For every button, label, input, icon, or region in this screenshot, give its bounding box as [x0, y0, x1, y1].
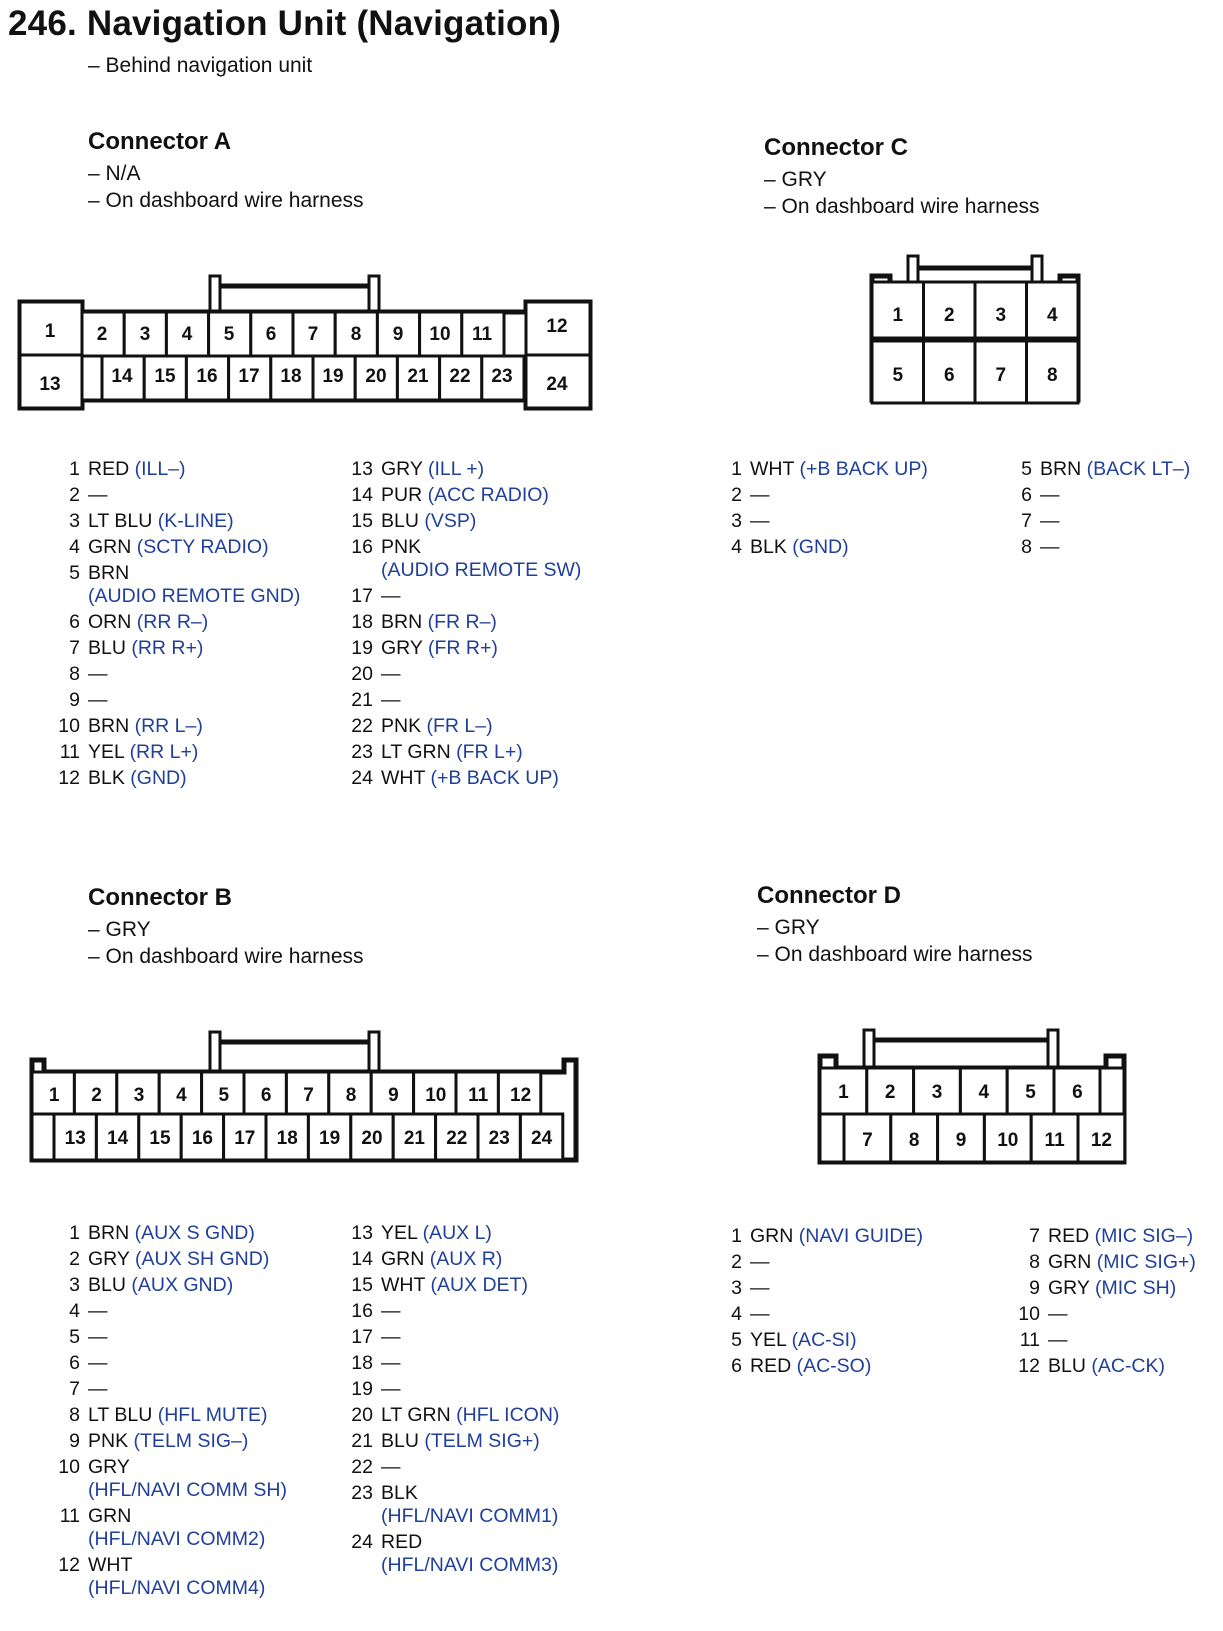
pin-function: (AUDIO REMOTE SW): [381, 559, 582, 581]
pin-number: 9: [69, 689, 80, 711]
pin-label: 12: [510, 1085, 532, 1106]
wire-color: —: [750, 1251, 770, 1273]
wire-color: —: [1048, 1329, 1068, 1351]
wire-color: —: [750, 510, 770, 532]
pin-label: 11: [468, 1085, 489, 1106]
wire-color: —: [88, 1378, 108, 1400]
wire-color: RED: [1048, 1225, 1090, 1247]
pin-label: 7: [862, 1130, 873, 1151]
connector-c-diagram: [860, 248, 1100, 408]
pin-number: 14: [351, 1248, 373, 1270]
wire-color: YEL: [88, 741, 125, 763]
wire-color: BLU: [88, 1274, 126, 1296]
pin-label: 19: [322, 366, 344, 387]
pin-number: 3: [69, 510, 80, 532]
wire-color: GRN: [381, 1248, 425, 1270]
wire-color: WHT: [88, 1554, 133, 1576]
wire-color: GRY: [381, 637, 423, 659]
pin-label: 11: [471, 324, 493, 345]
pin-label: 8: [350, 324, 362, 345]
pin-number: 1: [69, 1222, 80, 1244]
pin-label: 14: [111, 366, 133, 387]
wire-color: BLK: [381, 1482, 418, 1504]
wire-color: —: [381, 1456, 401, 1478]
wire-color: —: [381, 1378, 401, 1400]
wire-color: PNK: [381, 536, 422, 558]
pin-label: 5: [1025, 1082, 1036, 1103]
pin-function: (GND): [130, 767, 187, 789]
pin-label: 3: [133, 1085, 145, 1106]
pin-function: (RR R+): [131, 637, 204, 659]
wire-color: —: [88, 689, 108, 711]
wire-color: GRN: [88, 1505, 132, 1527]
connector-d-location: – On dashboard wire harness: [757, 943, 1033, 966]
pin-number: 5: [69, 562, 80, 584]
wire-color: —: [381, 663, 401, 685]
pin-function: (FR R–): [427, 611, 497, 633]
connector-a-color: – N/A: [88, 162, 141, 185]
wire-color: —: [1040, 484, 1060, 506]
wire-color: PNK: [88, 1430, 129, 1452]
pin-function: (MIC SIG+): [1096, 1251, 1196, 1273]
pin-number: 7: [1021, 510, 1032, 532]
wire-color: BLU: [88, 637, 126, 659]
pin-number: 10: [58, 1456, 80, 1478]
wire-color: —: [750, 1277, 770, 1299]
pin-label: 15: [149, 1128, 171, 1149]
pin-label: 23: [488, 1128, 510, 1149]
pin-number: 20: [351, 663, 373, 685]
pin-label: 1: [48, 1085, 60, 1106]
wire-color: —: [381, 1326, 401, 1348]
pin-number: 2: [731, 484, 742, 506]
pin-number: 15: [351, 1274, 373, 1296]
connector-b-location: – On dashboard wire harness: [88, 945, 364, 968]
pin-label: 22: [446, 1128, 468, 1149]
wire-color: LT GRN: [381, 1404, 451, 1426]
wire-color: —: [88, 1326, 108, 1348]
wire-color: BRN: [88, 715, 130, 737]
pin-function: (+B BACK UP): [430, 767, 559, 789]
pin-label: 6: [265, 324, 277, 345]
pin-function: (K-LINE): [157, 510, 234, 532]
pin-number: 11: [59, 741, 80, 763]
pin-label: 20: [365, 366, 387, 387]
pin-number: 22: [351, 1456, 373, 1478]
pin-label: 9: [392, 324, 404, 345]
pin-label: 3: [931, 1082, 943, 1103]
pin-label: 9: [955, 1130, 967, 1151]
pin-function: (AC-SI): [791, 1329, 857, 1351]
wire-color: —: [88, 484, 108, 506]
pin-function: (RR L–): [134, 715, 203, 737]
connector-b-title: Connector B: [88, 884, 232, 911]
pin-function: (NAVI GUIDE): [798, 1225, 923, 1247]
pin-number: 8: [69, 663, 80, 685]
pin-label: 1: [838, 1082, 849, 1103]
pin-number: 4: [731, 1303, 742, 1325]
wire-color: —: [1048, 1303, 1068, 1325]
pin-number: 19: [351, 1378, 373, 1400]
pin-label: 1: [44, 321, 56, 342]
wire-color: GRN: [750, 1225, 794, 1247]
pin-label: 23: [491, 366, 513, 387]
pin-number: 8: [1021, 536, 1032, 558]
pin-label: 18: [280, 366, 302, 387]
pin-function: (AUX R): [429, 1248, 503, 1270]
pin-number: 10: [58, 715, 80, 737]
wire-color: BLU: [381, 510, 419, 532]
pin-number: 20: [351, 1404, 373, 1426]
pin-label: 2: [884, 1082, 896, 1103]
wire-color: BRN: [88, 1222, 130, 1244]
wire-color: BRN: [1040, 458, 1082, 480]
pin-cavity: [82, 356, 102, 400]
wire-color: —: [88, 663, 108, 685]
wire-color: GRN: [1048, 1251, 1092, 1273]
pin-number: 15: [351, 510, 373, 532]
pin-function: (AC-SO): [796, 1355, 872, 1377]
pin-function: (HFL/NAVI COMM2): [88, 1528, 266, 1550]
pin-function: (AUX DET): [430, 1274, 528, 1296]
pin-label: 4: [176, 1085, 187, 1106]
wire-color: —: [750, 484, 770, 506]
pin-function: (HFL/NAVI COMM4): [88, 1577, 266, 1599]
wire-color: LT GRN: [381, 741, 451, 763]
pin-number: 1: [69, 458, 80, 480]
connector-b-color: – GRY: [88, 918, 151, 941]
pin-number: 4: [731, 536, 742, 558]
pin-label: 7: [303, 1085, 314, 1106]
pin-label: 6: [260, 1085, 272, 1106]
pin-number: 12: [1018, 1355, 1040, 1377]
pin-number: 23: [351, 741, 373, 763]
pin-number: 2: [731, 1251, 742, 1273]
pin-label: 2: [96, 324, 108, 345]
pin-number: 18: [351, 1352, 373, 1374]
wire-color: GRY: [88, 1248, 130, 1270]
pin-label: 6: [1072, 1082, 1083, 1103]
pin-number: 3: [69, 1274, 80, 1296]
connector-b-diagram: [20, 1028, 600, 1168]
wire-color: —: [381, 1300, 401, 1322]
pin-label: 9: [388, 1085, 399, 1106]
pin-cavity: [32, 1114, 54, 1160]
pin-label: 14: [107, 1128, 129, 1149]
pin-number: 11: [59, 1505, 80, 1527]
wire-color: WHT: [381, 767, 426, 789]
pin-label: 22: [449, 366, 471, 387]
pin-number: 17: [351, 1326, 373, 1348]
pin-number: 7: [69, 637, 80, 659]
pin-function: (+B BACK UP): [799, 458, 928, 480]
pin-label: 5: [223, 324, 235, 345]
pin-function: (MIC SIG–): [1094, 1225, 1194, 1247]
pin-label: 6: [943, 365, 955, 386]
pin-label: 8: [345, 1085, 357, 1106]
pin-label: 15: [154, 366, 176, 387]
page-title: 246. Navigation Unit (Navigation): [8, 4, 562, 43]
pin-label: 3: [995, 305, 1007, 326]
pin-number: 21: [351, 1430, 373, 1452]
pin-function: (AC-CK): [1091, 1355, 1166, 1377]
wire-color: GRN: [88, 536, 132, 558]
wire-color: BRN: [88, 562, 130, 584]
pin-number: 16: [351, 1300, 373, 1322]
pin-function: (TELM SIG+): [424, 1430, 540, 1452]
pin-number: 10: [1018, 1303, 1040, 1325]
connector-c-color: – GRY: [764, 168, 827, 191]
pin-function: (GND): [792, 536, 849, 558]
wire-color: GRY: [381, 458, 423, 480]
wire-color: —: [1040, 536, 1060, 558]
pin-label: 12: [1090, 1130, 1112, 1151]
pin-number: 4: [69, 536, 80, 558]
wire-color: —: [1040, 510, 1060, 532]
pin-label: 20: [361, 1128, 383, 1149]
wire-color: LT BLU: [88, 1404, 153, 1426]
pin-number: 5: [69, 1326, 80, 1348]
pin-function: (HFL MUTE): [157, 1404, 268, 1426]
pin-function: (RR L+): [129, 741, 199, 763]
pin-function: (FR L+): [456, 741, 523, 763]
pin-number: 3: [731, 510, 742, 532]
page-subtitle: – Behind navigation unit: [88, 54, 313, 77]
wire-color: —: [381, 689, 401, 711]
connector-a-location: – On dashboard wire harness: [88, 189, 364, 212]
pin-number: 13: [351, 458, 373, 480]
pin-number: 6: [731, 1355, 742, 1377]
pin-function: (ILL +): [427, 458, 485, 480]
pin-number: 11: [1019, 1329, 1040, 1351]
wire-color: BLU: [1048, 1355, 1086, 1377]
pin-label: 8: [1046, 365, 1058, 386]
pin-number: 1: [731, 1225, 742, 1247]
connector-c-title: Connector C: [764, 134, 908, 161]
pin-number: 2: [69, 484, 80, 506]
pin-number: 16: [351, 536, 373, 558]
pin-number: 12: [58, 1554, 80, 1576]
connector-d-title: Connector D: [757, 882, 901, 909]
pin-function: (HFL ICON): [456, 1404, 560, 1426]
wire-color: RED: [750, 1355, 792, 1377]
pin-label: 12: [546, 316, 568, 337]
pin-number: 7: [69, 1378, 80, 1400]
wire-color: RED: [381, 1531, 423, 1553]
wire-color: YEL: [750, 1329, 787, 1351]
pin-function: (HFL/NAVI COMM1): [381, 1505, 559, 1527]
pin-label: 21: [407, 366, 429, 387]
pin-label: 3: [139, 324, 151, 345]
pin-function: (AUDIO REMOTE GND): [88, 585, 301, 607]
wire-color: BLK: [750, 536, 787, 558]
wire-color: YEL: [381, 1222, 418, 1244]
pin-number: 24: [351, 767, 373, 789]
wire-color: GRY: [88, 1456, 130, 1478]
pin-label: 17: [238, 366, 260, 387]
pin-function: (AUX GND): [131, 1274, 234, 1296]
wire-color: BLU: [381, 1430, 419, 1452]
pin-label: 4: [1046, 305, 1058, 326]
wire-color: —: [88, 1352, 108, 1374]
pin-function: (AUX L): [422, 1222, 492, 1244]
pin-number: 5: [731, 1329, 742, 1351]
pin-number: 19: [351, 637, 373, 659]
wire-color: WHT: [750, 458, 795, 480]
pin-number: 21: [351, 689, 373, 711]
pin-number: 17: [351, 585, 373, 607]
pin-label: 2: [91, 1085, 102, 1106]
pin-number: 14: [351, 484, 373, 506]
pin-number: 8: [69, 1404, 80, 1426]
pin-function: (FR R+): [427, 637, 498, 659]
pin-number: 13: [351, 1222, 373, 1244]
pin-function: (HFL/NAVI COMM3): [381, 1554, 559, 1576]
pin-function: (TELM SIG–): [133, 1430, 249, 1452]
pin-label: 21: [403, 1128, 425, 1149]
pin-function: (SCTY RADIO): [136, 536, 269, 558]
pin-cavity: [1100, 1068, 1124, 1114]
pin-number: 2: [69, 1248, 80, 1270]
pin-function: (AUX SH GND): [134, 1248, 270, 1270]
wire-color: RED: [88, 458, 130, 480]
pin-label: 5: [892, 365, 904, 386]
wire-color: —: [750, 1303, 770, 1325]
wire-color: —: [88, 1300, 108, 1322]
pin-number: 23: [351, 1482, 373, 1504]
pin-label: 10: [997, 1130, 1019, 1151]
pin-function: (ILL–): [134, 458, 186, 480]
pin-cavity: [820, 1114, 844, 1162]
pin-number: 18: [351, 611, 373, 633]
wire-color: PUR: [381, 484, 423, 506]
pin-label: 8: [908, 1130, 920, 1151]
pin-label: 24: [531, 1128, 553, 1149]
pin-number: 6: [69, 1352, 80, 1374]
connector-d-diagram: [808, 1016, 1138, 1176]
pin-label: 5: [218, 1085, 230, 1106]
pin-number: 3: [731, 1277, 742, 1299]
wire-color: —: [381, 585, 401, 607]
pin-label: 4: [181, 324, 193, 345]
pin-function: (BACK LT–): [1086, 458, 1191, 480]
pin-number: 9: [69, 1430, 80, 1452]
pin-number: 22: [351, 715, 373, 737]
pin-label: 7: [995, 365, 1007, 386]
pin-label: 10: [425, 1085, 447, 1106]
wire-color: —: [381, 1352, 401, 1374]
connector-d-color: – GRY: [757, 916, 820, 939]
connector-c-location: – On dashboard wire harness: [764, 195, 1040, 218]
wire-color: GRY: [1048, 1277, 1090, 1299]
pin-label: 13: [39, 374, 61, 395]
pin-function: (HFL/NAVI COMM SH): [88, 1479, 287, 1501]
pin-number: 5: [1021, 458, 1032, 480]
pin-number: 1: [731, 458, 742, 480]
pin-label: 24: [546, 374, 568, 395]
pin-label: 1: [892, 305, 904, 326]
pin-function: (ACC RADIO): [427, 484, 549, 506]
pin-function: (MIC SH): [1094, 1277, 1177, 1299]
wire-color: BLK: [88, 767, 125, 789]
pin-label: 10: [429, 324, 451, 345]
pin-label: 16: [191, 1128, 213, 1149]
pin-label: 13: [64, 1128, 86, 1149]
pin-label: 11: [1044, 1130, 1065, 1151]
connector-a-title: Connector A: [88, 128, 232, 155]
pin-number: 6: [69, 611, 80, 633]
pin-label: 18: [276, 1128, 298, 1149]
pin-function: (FR L–): [426, 715, 493, 737]
wire-color: BRN: [381, 611, 423, 633]
connector-a-diagram: [0, 260, 620, 420]
pin-label: 7: [307, 324, 319, 345]
wire-color: LT BLU: [88, 510, 153, 532]
wire-color: PNK: [381, 715, 422, 737]
pin-label: 16: [196, 366, 218, 387]
pin-number: 9: [1029, 1277, 1040, 1299]
pin-number: 12: [58, 767, 80, 789]
pin-function: (RR R–): [136, 611, 209, 633]
pin-number: 24: [351, 1531, 373, 1553]
pin-label: 2: [943, 305, 955, 326]
pin-label: 4: [978, 1082, 990, 1103]
pin-function: (VSP): [424, 510, 477, 532]
pin-function: (AUX S GND): [134, 1222, 255, 1244]
pin-number: 4: [69, 1300, 80, 1322]
wire-color: WHT: [381, 1274, 426, 1296]
pin-number: 8: [1029, 1251, 1040, 1273]
pin-number: 6: [1021, 484, 1032, 506]
pin-label: 17: [234, 1128, 256, 1149]
pin-label: 19: [319, 1128, 341, 1149]
pin-number: 7: [1029, 1225, 1040, 1247]
wire-color: ORN: [88, 611, 132, 633]
